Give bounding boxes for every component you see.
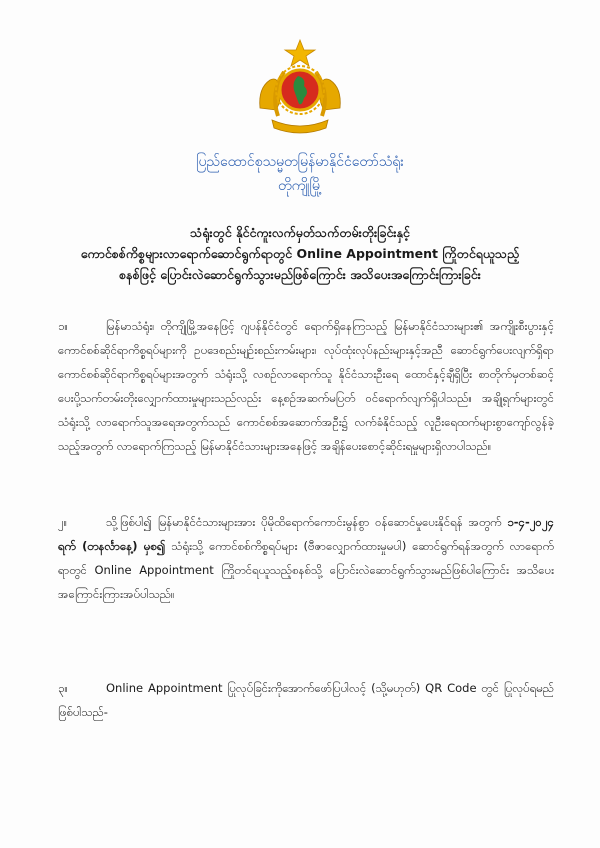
paragraph-text: သံရုံးသို့ ကောင်စစ်ကိစ္စရပ်များ (ဗီဇာလျှောက်ထားမှုမပါ) ဆောင်ရွက်ရန်အတွက် လာရောက်ရာတွင် Online Appointment ကြိုတင်ရယူသည့်စနစ်သို့ ပြောင်းလဲဆောင်ရွက်သွားမည်ဖြစ်ပါကြောင်း အသိပေးအကြောင်းကြားအပ်ပါသည်။ <box>58 539 555 601</box>
effective-date: ၁-၄-၂၀၂၄ ရက် (တနင်္လာနေ့) မှစ၍ <box>58 515 554 553</box>
subject-line-3: စနစ်ဖြင့် ပြောင်းလဲဆောင်ရွက်သွားမည်ဖြစ်ကြောင်း အသိပေးအကြောင်းကြားခြင်း <box>119 267 481 282</box>
subject-line-2: ကောင်စစ်ကိစ္စများလာရောက်ဆောင်ရွက်ရာတွင် Online Appointment ကြိုတင်ရယူသည့် <box>80 246 520 261</box>
ministry-name: ပြည်ထောင်စုသမ္မတမြန်မာနိုင်ငံတော်သံရုံး <box>196 154 404 170</box>
paragraph-3 <box>58 676 554 724</box>
paragraph-number: ၁။ <box>58 319 68 333</box>
paragraph-text: မြန်မာသံရုံး၊ တိုကျိုမြို့အနေဖြင့် ဂျပန်နိုင်ငံတွင် ရောက်ရှိနေကြသည့် မြန်မာနိုင်ငံသားများ၏ အကျိုးစီးပွားနှင့် ကောင်စစ်ဆိုင်ရာကိစ္စရပ်များကို ဥပဒေစည်းမျဉ်းစည်းကမ်းများ၊ လုပ်ထုံးလုပ်နည်းများနှင့်အညီ ဆောင်ရွက်ပေးလျက်ရှိရာ ကောင်စစ်ဆိုင်ရာကိစ္စရပ်များအတွက် သံရုံးသို့ လစဉ်လာရောက်သူ နိုင်ငံသားဦးရေ ထောင်နှင့်ချီရှိပြီး စာတိုက်မှတစ်ဆင့် ပေးပို့သက်တမ်းတိုးလျှောက်ထားမှုများသည်လည်း နေ့စဉ်အဆက်မပြတ် ဝင်ရောက်လျက်ရှိပါသည်။ အချို့ရက်များတွင် သံရုံးသို့ လာရောက်သူအရေအတွက်သည် ကောင်စစ်အဆောက်အဦး၌ လက်ခံနိုင်သည့် လူဦးရေထက်များစွာကျော်လွန်ခဲ့သည့်အတွက် လာရောက်ကြသည့် မြန်မာနိုင်ငံသားများအနေဖြင့် အချိန်ပေးစောင့်ဆိုင်းရမှုများရှိလာပါသည်။ <box>58 319 554 453</box>
paragraph-number: ၂။ <box>58 515 68 529</box>
myanmar-state-emblem-icon <box>250 38 350 138</box>
paragraph-2 <box>58 510 554 606</box>
paragraph-text: Online Appointment ပြုလုပ်ခြင်းကိုအောက်ဖော်ပြပါလင့် (သို့မဟုတ်) QR Code တွင် ပြုလုပ်ရမည်ဖြစ်ပါသည်- <box>58 681 554 719</box>
subject-line-1: သံရုံးတွင် နိုင်ငံကူးလက်မှတ်သက်တမ်းတိုးခြင်းနှင့် <box>190 225 410 240</box>
paragraph-text: သို့ဖြစ်ပါ၍ မြန်မာနိုင်ငံသားများအား ပိုမိုထိရောက်ကောင်းမွန်စွာ ဝန်ဆောင်မှုပေးနိုင်ရန် အတွက် <box>106 515 502 529</box>
ministry-city: တိုကျိုမြို့ <box>277 178 323 194</box>
document-subject <box>40 222 560 285</box>
paragraph-number: ၃။ <box>58 681 68 695</box>
paragraph-1 <box>58 314 554 458</box>
